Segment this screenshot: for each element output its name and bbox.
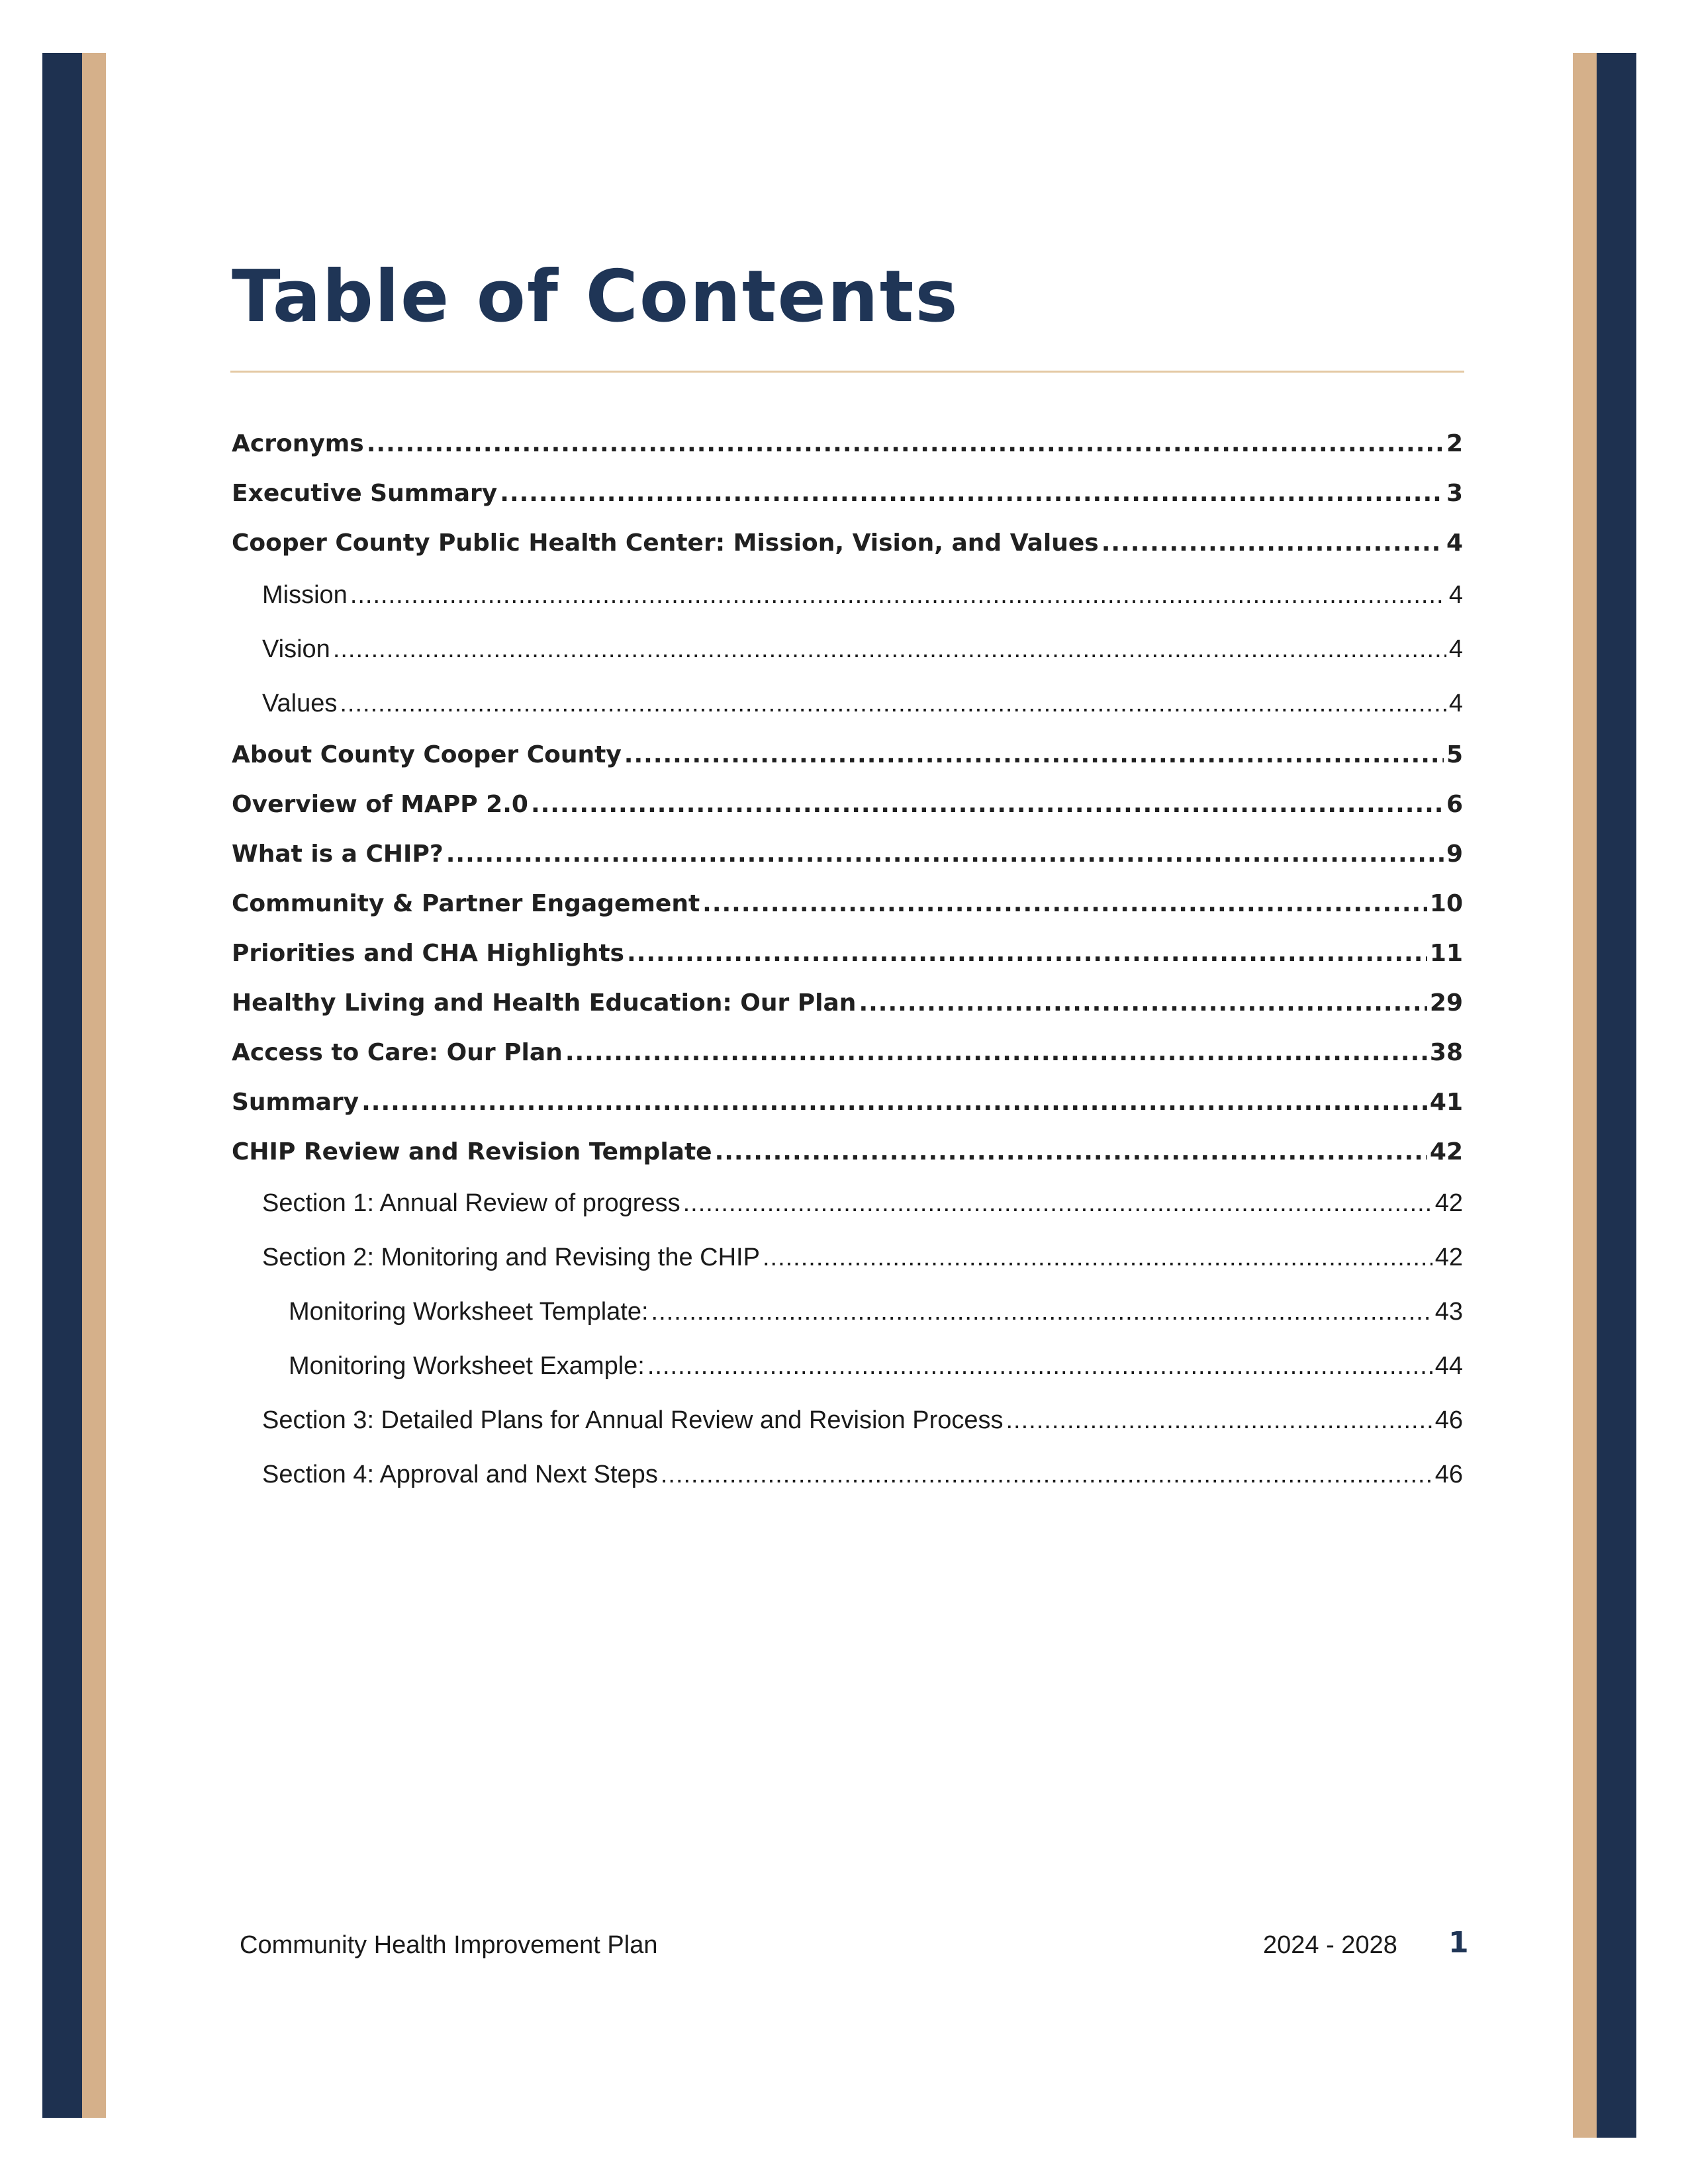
toc-entry-what-is-chip[interactable] bbox=[232, 841, 1463, 880]
toc-entry-section-1[interactable] bbox=[262, 1189, 1463, 1229]
dot-leader bbox=[340, 690, 1446, 718]
toc-entry-page: 4 bbox=[1448, 690, 1463, 717]
toc-entry-mission[interactable] bbox=[262, 581, 1463, 621]
dot-leader bbox=[565, 1039, 1427, 1066]
toc-entry-page: 11 bbox=[1429, 940, 1463, 967]
toc-entry-label: Executive Summary bbox=[232, 480, 498, 507]
toc-entry-label: Healthy Living and Health Education: Our Plan bbox=[232, 989, 857, 1017]
toc-entry-label: Cooper County Public Health Center: Mission, Vision, and Values bbox=[232, 529, 1099, 557]
toc-entry-page: 2 bbox=[1446, 430, 1463, 457]
toc-entry-page: 43 bbox=[1434, 1298, 1463, 1326]
toc-entry-label: Monitoring Worksheet Template: bbox=[289, 1298, 649, 1326]
footer-years: 2024 - 2028 bbox=[1263, 1931, 1397, 1959]
toc-entry-vision[interactable] bbox=[262, 635, 1463, 675]
toc-entry-summary[interactable] bbox=[232, 1089, 1463, 1128]
toc-entry-label: CHIP Review and Revision Template bbox=[232, 1138, 712, 1165]
dot-leader bbox=[333, 635, 1446, 664]
toc-entry-label: Section 3: Detailed Plans for Annual Review and Revision Process bbox=[262, 1406, 1004, 1434]
dot-leader bbox=[350, 581, 1446, 610]
toc-entry-label: Monitoring Worksheet Example: bbox=[289, 1352, 645, 1380]
toc-entry-page: 42 bbox=[1434, 1189, 1463, 1217]
toc-entry-community-engagement[interactable] bbox=[232, 890, 1463, 930]
dot-leader bbox=[1006, 1406, 1432, 1435]
right-navy-stripe bbox=[1597, 53, 1636, 2138]
toc-entry-section-3[interactable] bbox=[262, 1406, 1463, 1446]
toc-entry-page: 10 bbox=[1429, 890, 1463, 917]
right-tan-stripe bbox=[1573, 53, 1597, 2138]
toc-entry-label: Summary bbox=[232, 1089, 359, 1116]
dot-leader bbox=[367, 430, 1444, 457]
dot-leader bbox=[647, 1352, 1432, 1381]
toc-entry-label: Access to Care: Our Plan bbox=[232, 1039, 563, 1066]
toc-entry-section-4[interactable] bbox=[262, 1461, 1463, 1500]
toc-entry-label: Mission bbox=[262, 581, 348, 609]
toc-entry-page: 41 bbox=[1429, 1089, 1463, 1116]
dot-leader bbox=[859, 989, 1427, 1017]
dot-leader bbox=[702, 890, 1427, 917]
toc-entry-acronyms[interactable] bbox=[232, 430, 1463, 470]
toc-entry-label: Community & Partner Engagement bbox=[232, 890, 700, 917]
toc-entry-page: 46 bbox=[1434, 1406, 1463, 1434]
toc-entry-worksheet-template[interactable] bbox=[289, 1298, 1463, 1338]
toc-entry-priorities[interactable] bbox=[232, 940, 1463, 979]
toc-entry-page: 3 bbox=[1446, 480, 1463, 507]
toc-entry-overview-mapp[interactable] bbox=[232, 791, 1463, 831]
footer-document-name: Community Health Improvement Plan bbox=[240, 1931, 658, 1959]
toc-entry-label: Section 2: Monitoring and Revising the CHIP bbox=[262, 1244, 760, 1271]
dot-leader bbox=[1102, 529, 1444, 557]
dot-leader bbox=[715, 1138, 1427, 1165]
toc-entry-page: 4 bbox=[1446, 529, 1463, 557]
toc-entry-page: 4 bbox=[1448, 581, 1463, 609]
toc-entry-label: About County Cooper County bbox=[232, 741, 622, 768]
toc-entry-page: 6 bbox=[1446, 791, 1463, 818]
toc-entry-page: 44 bbox=[1434, 1352, 1463, 1380]
title-divider bbox=[230, 371, 1464, 373]
dot-leader bbox=[361, 1089, 1427, 1116]
dot-leader bbox=[624, 741, 1444, 768]
dot-leader bbox=[446, 841, 1444, 868]
toc-entry-label: Overview of MAPP 2.0 bbox=[232, 791, 528, 818]
dot-leader bbox=[627, 940, 1427, 967]
dot-leader bbox=[661, 1461, 1432, 1489]
dot-leader bbox=[763, 1244, 1432, 1272]
toc-entry-executive-summary[interactable] bbox=[232, 480, 1463, 520]
footer-page-number: 1 bbox=[1448, 1926, 1469, 1960]
toc-entry-label: Priorities and CHA Highlights bbox=[232, 940, 624, 967]
toc-entry-label: Section 4: Approval and Next Steps bbox=[262, 1461, 658, 1488]
toc-entry-label: What is a CHIP? bbox=[232, 841, 444, 868]
toc-entry-page: 29 bbox=[1429, 989, 1463, 1017]
toc-entry-page: 5 bbox=[1446, 741, 1463, 768]
dot-leader bbox=[500, 480, 1444, 507]
toc-entry-chip-review[interactable] bbox=[232, 1138, 1463, 1178]
toc-entry-access-to-care[interactable] bbox=[232, 1039, 1463, 1079]
toc-entry-label: Section 1: Annual Review of progress bbox=[262, 1189, 680, 1217]
toc-entry-page: 38 bbox=[1429, 1039, 1463, 1066]
toc-entry-section-2[interactable] bbox=[262, 1244, 1463, 1283]
toc-entry-healthy-living[interactable] bbox=[232, 989, 1463, 1029]
toc-entry-label: Vision bbox=[262, 635, 330, 663]
toc-entry-label: Acronyms bbox=[232, 430, 364, 457]
dot-leader bbox=[683, 1189, 1432, 1218]
toc-entry-mission-vision-values[interactable] bbox=[232, 529, 1463, 569]
dot-leader bbox=[651, 1298, 1432, 1326]
toc-entry-page: 4 bbox=[1448, 635, 1463, 663]
left-navy-stripe bbox=[42, 53, 82, 2118]
toc-entry-page: 42 bbox=[1434, 1244, 1463, 1271]
toc-entry-page: 46 bbox=[1434, 1461, 1463, 1488]
page-title: Table of Contents bbox=[232, 255, 959, 338]
toc-entry-about-county[interactable] bbox=[232, 741, 1463, 781]
dot-leader bbox=[531, 791, 1444, 818]
toc-entry-label: Values bbox=[262, 690, 338, 717]
toc-entry-page: 42 bbox=[1429, 1138, 1463, 1165]
toc-entry-values[interactable] bbox=[262, 690, 1463, 729]
toc-entry-worksheet-example[interactable] bbox=[289, 1352, 1463, 1392]
left-tan-stripe bbox=[82, 53, 106, 2118]
toc-entry-page: 9 bbox=[1446, 841, 1463, 868]
